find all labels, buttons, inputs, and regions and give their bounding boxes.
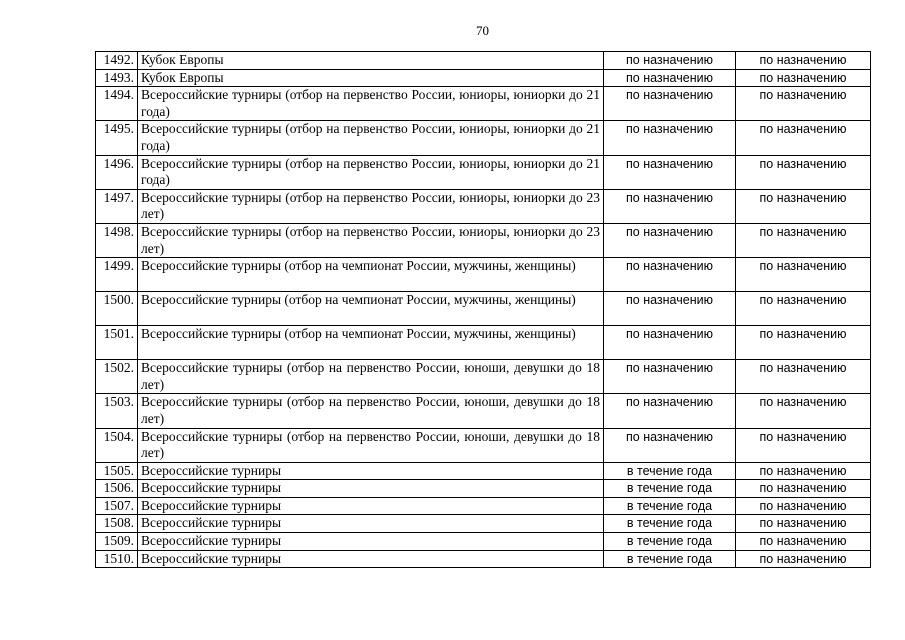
page-number: 70: [476, 23, 489, 38]
timing-cell: в течение года: [604, 462, 736, 480]
event-name-cell: Всероссийские турниры: [138, 550, 604, 568]
event-name-cell: Всероссийские турниры: [138, 533, 604, 551]
timing-cell: по назначению: [604, 292, 736, 326]
row-number-cell: 1502.: [96, 360, 138, 394]
timing-cell: по назначению: [604, 69, 736, 87]
event-name-cell: Всероссийские турниры (отбор на первенство России, юноши, девушки до 18 лет): [138, 394, 604, 428]
row-number-cell: 1505.: [96, 462, 138, 480]
table-row: [96, 360, 871, 394]
assignment-cell: по назначению: [736, 121, 871, 155]
row-number-cell: 1493.: [96, 69, 138, 87]
assignment-cell: по назначению: [736, 69, 871, 87]
events-table: [95, 51, 871, 568]
row-number-cell: 1507.: [96, 497, 138, 515]
assignment-cell: по назначению: [736, 258, 871, 292]
assignment-cell: по назначению: [736, 223, 871, 257]
timing-cell: в течение года: [604, 497, 736, 515]
timing-cell: по назначению: [604, 189, 736, 223]
timing-cell: по назначению: [604, 394, 736, 428]
row-number-cell: 1504.: [96, 428, 138, 462]
assignment-cell: по назначению: [736, 533, 871, 551]
table-row: [96, 550, 871, 568]
timing-cell: в течение года: [604, 480, 736, 498]
assignment-cell: по назначению: [736, 428, 871, 462]
row-number-cell: 1509.: [96, 533, 138, 551]
table-row: [96, 189, 871, 223]
assignment-cell: по назначению: [736, 155, 871, 189]
event-name-cell: Всероссийские турниры (отбор на чемпионат России, мужчины, женщины): [138, 292, 604, 326]
assignment-cell: по назначению: [736, 394, 871, 428]
timing-cell: по назначению: [604, 52, 736, 70]
table-row: [96, 52, 871, 70]
row-number-cell: 1500.: [96, 292, 138, 326]
assignment-cell: по назначению: [736, 52, 871, 70]
row-number-cell: 1496.: [96, 155, 138, 189]
row-number-cell: 1497.: [96, 189, 138, 223]
assignment-cell: по назначению: [736, 87, 871, 121]
table-row: [96, 428, 871, 462]
assignment-cell: по назначению: [736, 189, 871, 223]
event-name-cell: Всероссийские турниры: [138, 462, 604, 480]
event-name-cell: Всероссийские турниры (отбор на первенство России, юниоры, юниорки до 23 лет): [138, 189, 604, 223]
table-row: [96, 69, 871, 87]
timing-cell: по назначению: [604, 258, 736, 292]
table-row: [96, 326, 871, 360]
timing-cell: по назначению: [604, 87, 736, 121]
event-name-cell: Всероссийские турниры (отбор на первенство России, юниоры, юниорки до 21 года): [138, 87, 604, 121]
assignment-cell: по назначению: [736, 326, 871, 360]
row-number-cell: 1494.: [96, 87, 138, 121]
table-row: [96, 515, 871, 533]
assignment-cell: по назначению: [736, 497, 871, 515]
table-row: [96, 394, 871, 428]
timing-cell: по назначению: [604, 223, 736, 257]
timing-cell: по назначению: [604, 428, 736, 462]
table-row: [96, 87, 871, 121]
timing-cell: по назначению: [604, 155, 736, 189]
table-row: [96, 462, 871, 480]
event-name-cell: Всероссийские турниры (отбор на чемпионат России, мужчины, женщины): [138, 258, 604, 292]
table-row: [96, 223, 871, 257]
table-row: [96, 533, 871, 551]
row-number-cell: 1498.: [96, 223, 138, 257]
assignment-cell: по назначению: [736, 360, 871, 394]
timing-cell: в течение года: [604, 550, 736, 568]
timing-cell: по назначению: [604, 326, 736, 360]
event-name-cell: Всероссийские турниры (отбор на чемпионат России, мужчины, женщины): [138, 326, 604, 360]
row-number-cell: 1499.: [96, 258, 138, 292]
row-number-cell: 1501.: [96, 326, 138, 360]
row-number-cell: 1508.: [96, 515, 138, 533]
event-name-cell: Всероссийские турниры: [138, 515, 604, 533]
row-number-cell: 1510.: [96, 550, 138, 568]
timing-cell: в течение года: [604, 533, 736, 551]
assignment-cell: по назначению: [736, 480, 871, 498]
row-number-cell: 1506.: [96, 480, 138, 498]
assignment-cell: по назначению: [736, 515, 871, 533]
timing-cell: в течение года: [604, 515, 736, 533]
timing-cell: по назначению: [604, 360, 736, 394]
event-name-cell: Всероссийские турниры (отбор на первенство России, юноши, девушки до 18 лет): [138, 428, 604, 462]
row-number-cell: 1503.: [96, 394, 138, 428]
event-name-cell: Всероссийские турниры (отбор на первенство России, юниоры, юниорки до 21 года): [138, 121, 604, 155]
table-row: [96, 480, 871, 498]
event-name-cell: Всероссийские турниры (отбор на первенство России, юниоры, юниорки до 23 лет): [138, 223, 604, 257]
assignment-cell: по назначению: [736, 292, 871, 326]
event-name-cell: Всероссийские турниры (отбор на первенство России, юноши, девушки до 18 лет): [138, 360, 604, 394]
event-name-cell: Кубок Европы: [138, 52, 604, 70]
table-row: [96, 121, 871, 155]
assignment-cell: по назначению: [736, 462, 871, 480]
table-row: [96, 292, 871, 326]
events-table-body: [96, 52, 871, 568]
table-row: [96, 155, 871, 189]
event-name-cell: Всероссийские турниры: [138, 497, 604, 515]
event-name-cell: Кубок Европы: [138, 69, 604, 87]
event-name-cell: Всероссийские турниры: [138, 480, 604, 498]
event-name-cell: Всероссийские турниры (отбор на первенство России, юниоры, юниорки до 21 года): [138, 155, 604, 189]
row-number-cell: 1495.: [96, 121, 138, 155]
table-row: [96, 258, 871, 292]
row-number-cell: 1492.: [96, 52, 138, 70]
table-row: [96, 497, 871, 515]
timing-cell: по назначению: [604, 121, 736, 155]
assignment-cell: по назначению: [736, 550, 871, 568]
